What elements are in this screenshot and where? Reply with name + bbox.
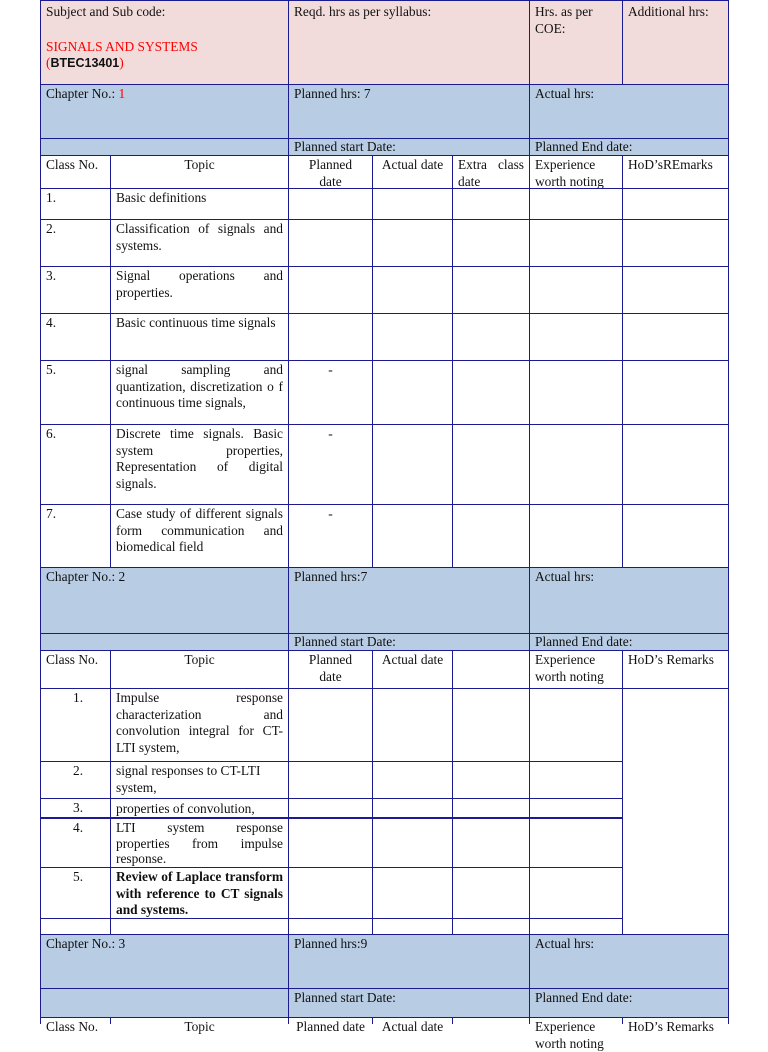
chapter-3-no: Chapter No.: 3 [40, 934, 289, 989]
ch3-col-planned-date: Planned date [288, 1017, 373, 1024]
ch1-row-4-extra [452, 313, 530, 361]
ch1-row-5-planned: - [288, 360, 373, 425]
ch2-row-5-extra [452, 867, 530, 919]
ch1-col-hod-remarks: HoD’sREmarks [622, 155, 729, 189]
ch1-row-7-no: 7. [40, 504, 111, 568]
ch2-row-3-planned [288, 798, 373, 818]
ch1-row-4-topic: Basic continuous time signals [110, 313, 289, 361]
ch1-row-3-extra [452, 266, 530, 314]
ch1-row-7-planned: - [288, 504, 373, 568]
ch1-row-1-planned [288, 188, 373, 220]
ch2-row-4-planned [288, 817, 373, 868]
ch1-col-class-no: Class No. [40, 155, 111, 189]
ch2-row-1-experience [529, 688, 623, 762]
hrs-coe-cell: Hrs. as per COE: [529, 0, 623, 85]
chapter-2-no: Chapter No.: 2 [40, 567, 289, 634]
ch2-row-4-topic: LTI system response properties from impulse response. [110, 817, 289, 868]
ch1-row-2-extra [452, 219, 530, 267]
ch1-row-4-no: 4. [40, 313, 111, 361]
ch2-blank-row-planned [288, 918, 373, 935]
ch2-row-1-no: 1. [40, 688, 111, 762]
ch3-col-class-no: Class No. [40, 1017, 111, 1024]
ch1-row-5-extra [452, 360, 530, 425]
ch1-row-2-experience [529, 219, 623, 267]
ch3-col-actual-date: Actual date [372, 1017, 453, 1024]
ch1-row-5-actual [372, 360, 453, 425]
subject-label: Subject and Sub code: [46, 4, 166, 19]
ch2-blank-row-actual [372, 918, 453, 935]
ch2-row-2-no: 2. [40, 761, 111, 799]
ch3-col-topic: Topic [110, 1017, 289, 1024]
ch2-row-2-actual [372, 761, 453, 799]
chapter-2-planned-hrs: Planned hrs:7 [288, 567, 530, 634]
ch2-blank-row-experience [529, 918, 623, 935]
ch2-col-topic: Topic [110, 650, 289, 689]
ch1-row-1-topic: Basic definitions [110, 188, 289, 220]
ch2-col-actual-date: Actual date [372, 650, 453, 689]
ch1-row-3-experience [529, 266, 623, 314]
ch1-row-3-actual [372, 266, 453, 314]
ch2-hod-remarks-merged [622, 688, 729, 935]
ch2-row-1-topic: Impulse response characterization and convolution integral for CT-LTI system, [110, 688, 289, 762]
ch2-blank-row-no [40, 918, 111, 935]
ch1-row-2-topic: Classification of signals and systems. [110, 219, 289, 267]
ch1-row-7-extra [452, 504, 530, 568]
ch2-row-3-no: 3. [40, 798, 111, 818]
ch2-row-4-experience [529, 817, 623, 868]
ch1-row-5-topic: signal sampling and quantization, discretization o f continuous time signals, [110, 360, 289, 425]
ch2-row-5-topic: Review of Laplace transform with reference to CT signals and systems. [110, 867, 289, 919]
ch2-col-hod-remarks: HoD’s Remarks [622, 650, 729, 689]
ch1-row-1-no: 1. [40, 188, 111, 220]
ch2-row-4-no: 4. [40, 817, 111, 868]
ch1-row-4-actual [372, 313, 453, 361]
chapter-3-planned-hrs: Planned hrs:9 [288, 934, 530, 989]
chapter-1-planned-end: Planned End date: [529, 138, 729, 156]
ch2-row-5-actual [372, 867, 453, 919]
ch2-row-3-topic: properties of convolution, [110, 798, 289, 818]
ch1-row-1-experience [529, 188, 623, 220]
ch1-row-3-topic: Signal operations and properties. [110, 266, 289, 314]
ch1-row-5-remarks [622, 360, 729, 425]
subject-name: SIGNALS AND SYSTEMS [46, 38, 198, 54]
ch1-row-4-remarks [622, 313, 729, 361]
ch1-row-2-no: 2. [40, 219, 111, 267]
chapter-2-planned-end: Planned End date: [529, 633, 729, 651]
ch3-col-hod-remarks: HoD’s Remarks [622, 1017, 729, 1024]
ch2-col-experience: Experience worth noting [529, 650, 623, 689]
ch1-row-7-remarks [622, 504, 729, 568]
ch1-row-7-experience [529, 504, 623, 568]
ch2-row-2-experience [529, 761, 623, 799]
ch2-row-3-experience [529, 798, 623, 818]
chapter-1-actual-hrs: Actual hrs: [529, 84, 729, 139]
ch1-row-3-remarks [622, 266, 729, 314]
chapter-3-blank [40, 988, 289, 1018]
chapter-1-blank [40, 138, 289, 156]
subject-code: BTEC13401 [50, 56, 120, 70]
ch1-row-3-no: 3. [40, 266, 111, 314]
ch1-row-5-no: 5. [40, 360, 111, 425]
ch1-col-topic: Topic [110, 155, 289, 189]
ch2-row-2-extra [452, 761, 530, 799]
ch2-row-3-extra [452, 798, 530, 818]
ch1-row-2-actual [372, 219, 453, 267]
ch1-row-6-remarks [622, 424, 729, 505]
ch1-row-6-topic: Discrete time signals. Basic system properties, Representation of digital signals. [110, 424, 289, 505]
chapter-2-planned-start: Planned start Date: [288, 633, 530, 651]
ch1-row-3-planned [288, 266, 373, 314]
ch1-row-6-planned: - [288, 424, 373, 505]
ch1-row-5-experience [529, 360, 623, 425]
ch1-col-extra-class-date: Extra class date [452, 155, 530, 189]
ch2-row-1-extra [452, 688, 530, 762]
ch2-row-1-planned [288, 688, 373, 762]
ch1-col-planned-date: Planned date [288, 155, 373, 189]
chapter-2-blank [40, 633, 289, 651]
ch2-row-4-extra [452, 817, 530, 868]
chapter-3-planned-start: Planned start Date: [288, 988, 530, 1018]
ch3-col-experience: Experience worth noting [529, 1017, 623, 1024]
ch2-blank-row-topic [110, 918, 289, 935]
ch1-row-6-experience [529, 424, 623, 505]
ch2-row-5-planned [288, 867, 373, 919]
chapter-1-planned-start: Planned start Date: [288, 138, 530, 156]
ch2-row-5-no: 5. [40, 867, 111, 919]
ch1-row-2-planned [288, 219, 373, 267]
ch1-row-7-actual [372, 504, 453, 568]
ch2-row-2-planned [288, 761, 373, 799]
ch1-row-7-topic: Case study of different signals form communication and biomedical field [110, 504, 289, 568]
ch2-row-3-actual [372, 798, 453, 818]
ch1-row-6-actual [372, 424, 453, 505]
ch1-row-6-extra [452, 424, 530, 505]
chapter-3-actual-hrs: Actual hrs: [529, 934, 729, 989]
ch2-blank-row-extra [452, 918, 530, 935]
ch1-row-4-experience [529, 313, 623, 361]
ch2-row-4-actual [372, 817, 453, 868]
ch1-row-1-actual [372, 188, 453, 220]
ch3-col-empty [452, 1017, 530, 1024]
chapter-1-no: Chapter No.: 1 [40, 84, 289, 139]
ch1-row-4-planned [288, 313, 373, 361]
ch1-row-6-no: 6. [40, 424, 111, 505]
chapter-3-planned-end: Planned End date: [529, 988, 729, 1018]
ch1-col-actual-date: Actual date [372, 155, 453, 189]
ch2-col-planned-date: Planned date [288, 650, 373, 689]
chapter-1-planned-hrs: Planned hrs: 7 [288, 84, 530, 139]
ch1-row-1-extra [452, 188, 530, 220]
ch2-col-class-no: Class No. [40, 650, 111, 689]
subject-cell [40, 0, 289, 85]
ch1-row-2-remarks [622, 219, 729, 267]
ch2-col-empty [452, 650, 530, 689]
ch1-col-experience: Experience worth noting [529, 155, 623, 189]
subject-code-line: (BTEC13401) [46, 55, 124, 70]
chapter-2-actual-hrs: Actual hrs: [529, 567, 729, 634]
additional-hrs-cell: Additional hrs: [622, 0, 729, 85]
ch1-row-1-remarks [622, 188, 729, 220]
reqd-hrs-cell: Reqd. hrs as per syllabus: [288, 0, 530, 85]
ch2-row-1-actual [372, 688, 453, 762]
ch2-row-5-experience [529, 867, 623, 919]
ch2-row-2-topic: signal responses to CT-LTI system, [110, 761, 289, 799]
